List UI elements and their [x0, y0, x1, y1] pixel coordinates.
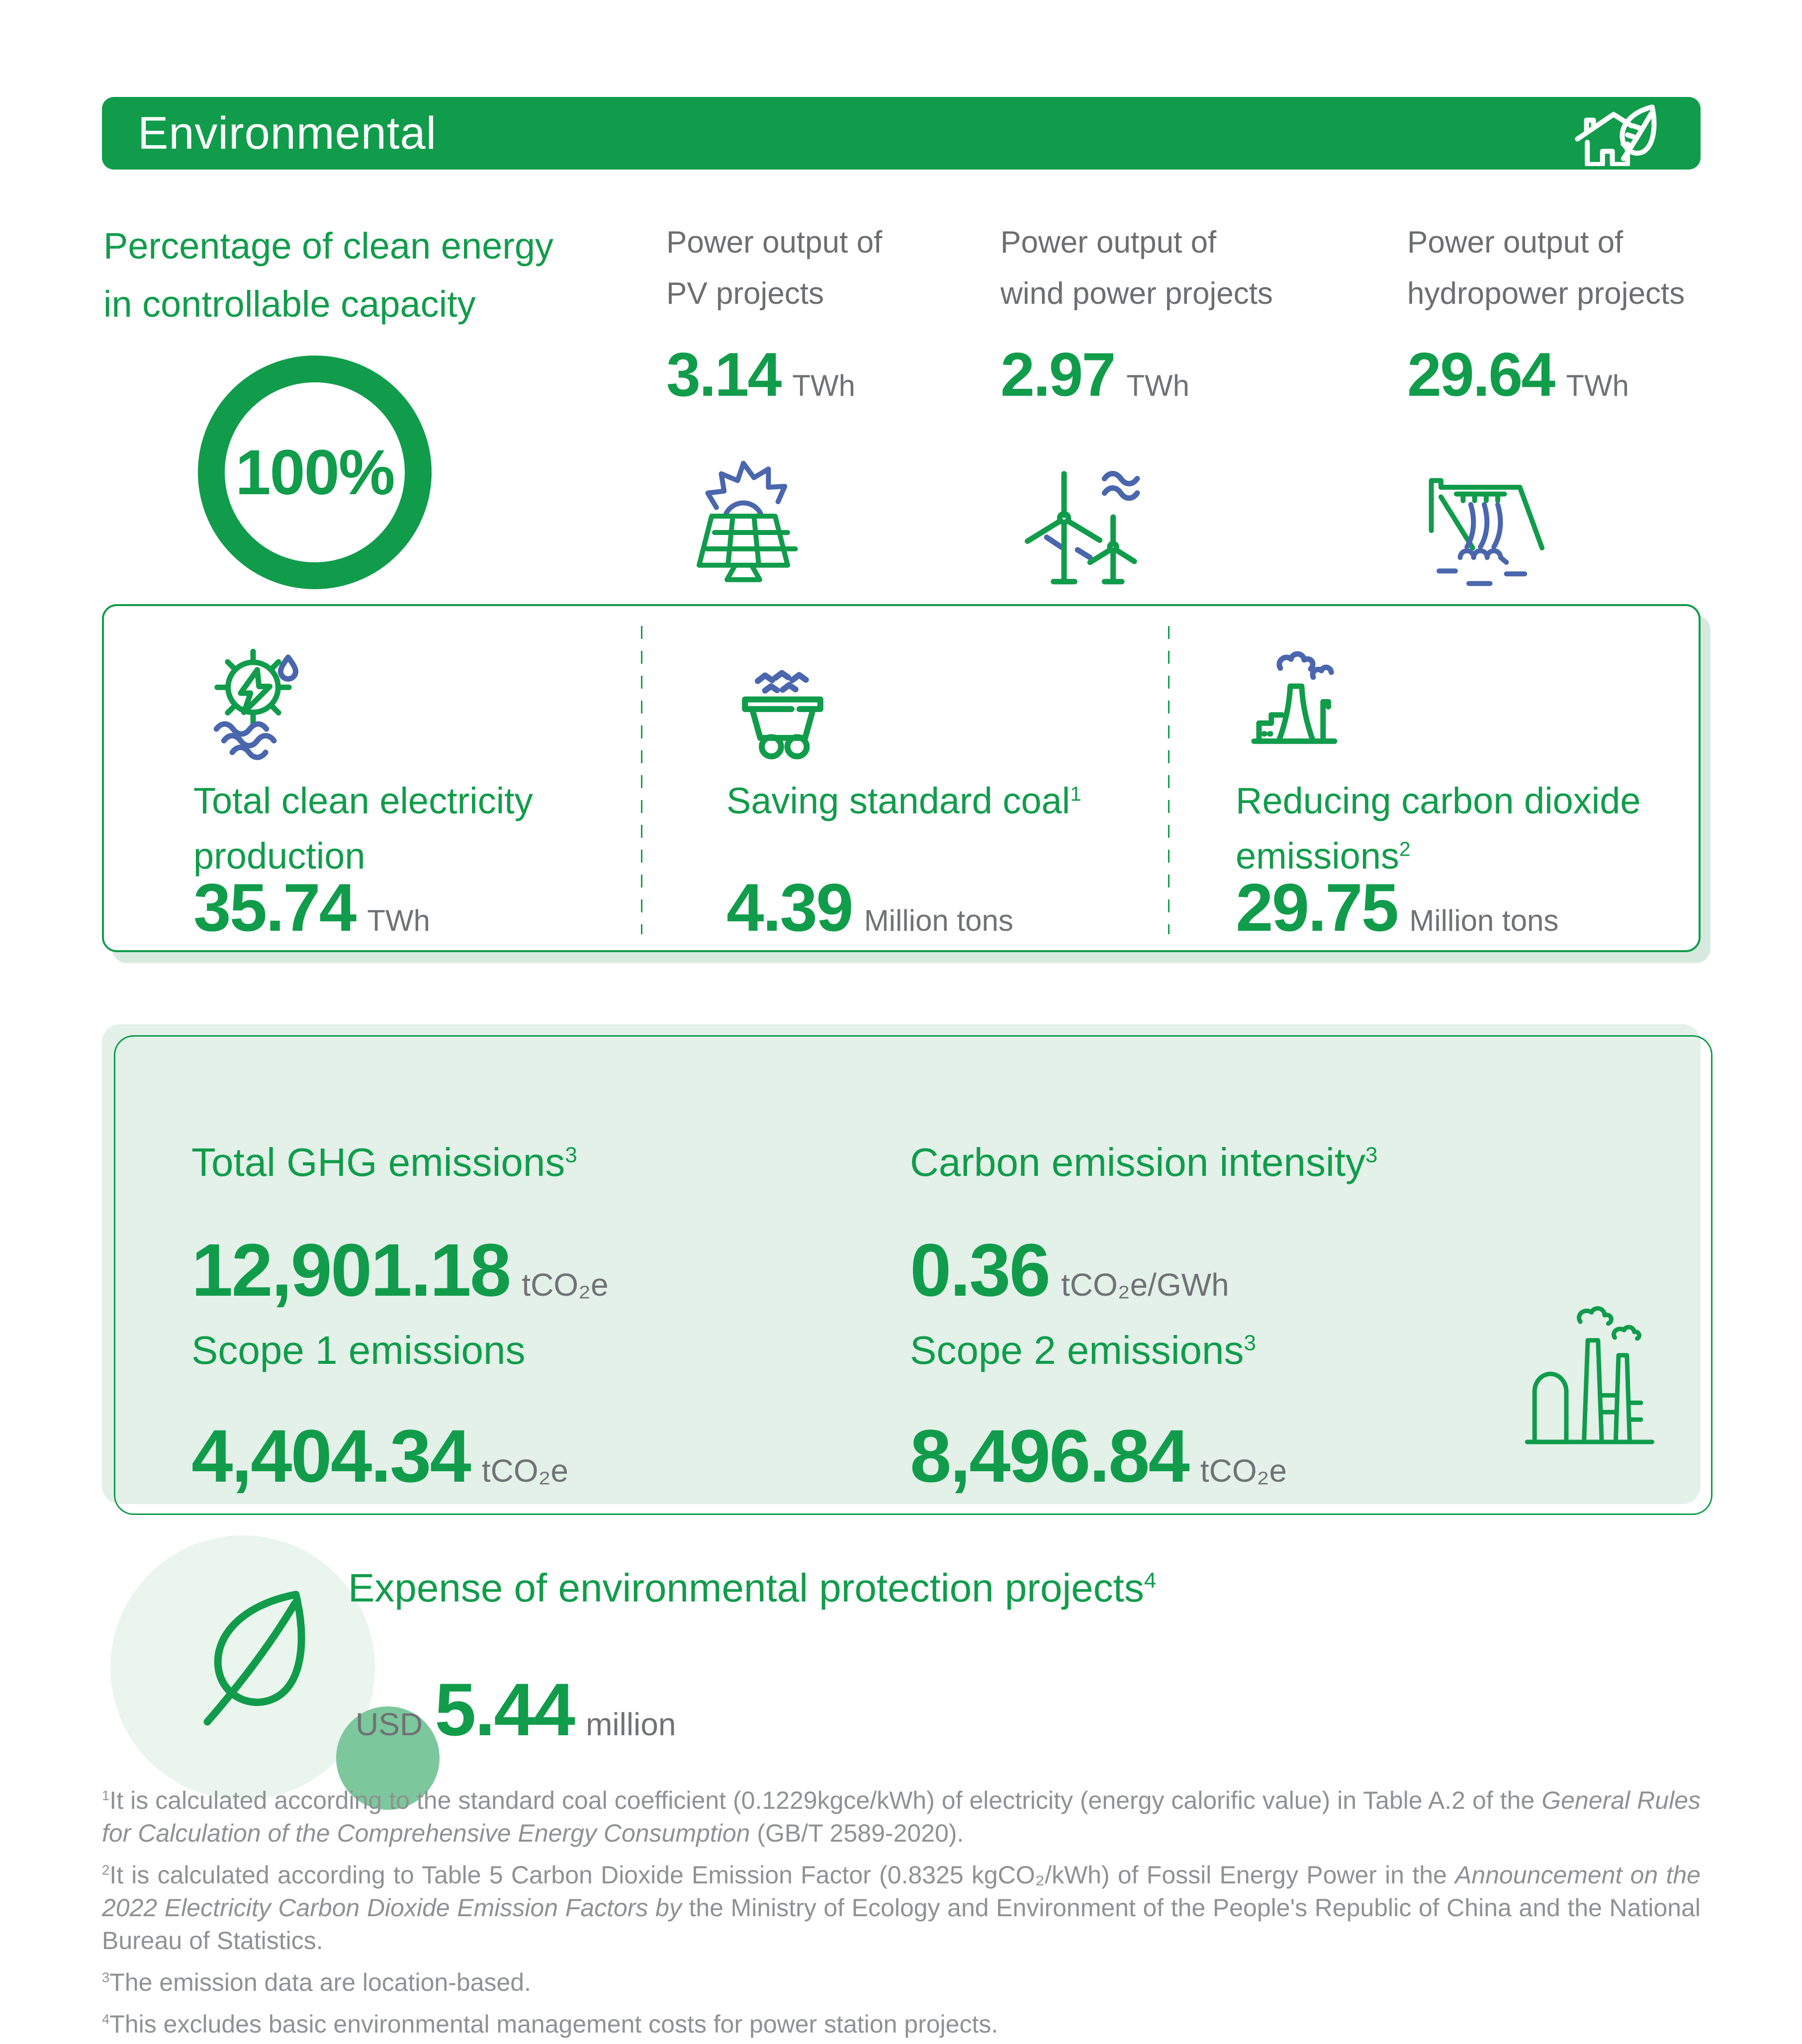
footnotes [102, 1784, 1701, 2044]
carbon-intensity-unit: tCO₂e/GWh [1061, 1267, 1229, 1303]
hydro-dam-icon [1407, 438, 1735, 592]
power-output-pv-unit: TWh [792, 368, 855, 402]
clean-production-value-row [193, 869, 430, 946]
reducing-co2-value-row [1236, 869, 1558, 946]
total-ghg-value-row [191, 1227, 609, 1313]
eco-house-icon [1567, 100, 1665, 166]
page-title: Environmental [138, 107, 437, 159]
power-output-pv-label: Power output of PV projects [666, 225, 883, 311]
power-output-hydro-value: 29.64 [1407, 340, 1554, 409]
total-ghg-value: 12,901.18 [191, 1228, 510, 1312]
expense-currency: USD [356, 1706, 423, 1742]
reducing-co2-unit: Million tons [1409, 904, 1559, 937]
expense-title: Expense of environmental protection projects$^4$ [348, 1566, 1157, 1610]
power-output-pv-value-row [666, 340, 994, 410]
scope1-value-row [191, 1413, 568, 1499]
expense-unit: million [586, 1706, 676, 1742]
saving-coal-label: Saving standard coal$^1$ [726, 780, 1081, 821]
clean-energy-value: 100% [235, 437, 394, 508]
power-output-pv-value: 3.14 [666, 340, 781, 409]
factory-chimneys-icon [1514, 1254, 1663, 1453]
saving-coal-value: 4.39 [726, 870, 852, 945]
water-turbine-icon [188, 634, 318, 763]
footnote: $^1$It is calculated according to the standard coal coefficient (0.1229kgce/kWh) of electricity (energy calorific value) in Table A.2 of the General Rules for Calculation of the Comprehensive Energy Consumption (GB/T 2589-2020). [102, 1786, 1701, 1847]
clean-energy-ring [198, 355, 432, 589]
scope1-unit: tCO₂e [481, 1453, 569, 1489]
clean-energy-title [103, 217, 626, 334]
reducing-co2-value: 29.75 [1236, 870, 1398, 945]
carbon-intensity-value-row [910, 1227, 1229, 1313]
scope2-unit: tCO₂e [1200, 1453, 1287, 1489]
scope1-label: Scope 1 emissions [191, 1328, 526, 1372]
clean-production-value: 35.74 [193, 870, 356, 945]
clean-production-label: Total clean electricity production [193, 780, 533, 877]
scope2-value: 8,496.84 [910, 1414, 1188, 1498]
saving-coal-value-row [726, 869, 1013, 946]
section-header-bar [102, 97, 1701, 170]
power-output-wind-unit: TWh [1126, 368, 1189, 402]
power-output-pv [666, 217, 994, 592]
clean-energy-title-line1: Percentage of clean energy [103, 225, 554, 267]
ghg-emissions-box [102, 1024, 1701, 1504]
solar-panel-icon [666, 438, 994, 592]
clean-production-box [102, 604, 1701, 952]
expense-value-row [356, 1667, 676, 1753]
carbon-intensity-value: 0.36 [910, 1228, 1049, 1312]
divider [641, 626, 642, 934]
power-output-hydro [1407, 217, 1735, 592]
power-output-wind-value-row [1000, 340, 1329, 410]
total-ghg-unit: tCO₂e [522, 1267, 609, 1303]
scope1-value: 4,404.34 [191, 1414, 470, 1498]
expense-value: 5.44 [435, 1668, 574, 1751]
footnote: $^2$It is calculated according to Table 5 Carbon Dioxide Emission Factor (0.8325 kgCO₂/kWh) of Fossil Energy Power in the Announcement on the 2022 Electricity Carbon Dioxide Emission Factors by the Ministry of Ecology and Environment of the People's Republic of China and the National Bureau of Statistics. [102, 1861, 1701, 1955]
scope2-value-row [910, 1413, 1287, 1499]
power-plant-icon [1231, 637, 1358, 764]
wind-turbine-icon [1000, 438, 1329, 592]
power-output-wind-value: 2.97 [1000, 340, 1115, 409]
coal-cart-icon [721, 641, 845, 765]
carbon-intensity-label: Carbon emission intensity$^3$ [910, 1140, 1378, 1184]
power-output-hydro-unit: TWh [1566, 368, 1629, 402]
power-output-hydro-value-row [1407, 340, 1735, 410]
power-output-hydro-label: Power output of hydropower projects [1407, 225, 1685, 311]
total-ghg-label: Total GHG emissions$^3$ [191, 1140, 577, 1184]
clean-production-unit: TWh [367, 904, 430, 937]
power-output-wind-label: Power output of wind power projects [1000, 225, 1273, 311]
power-output-wind [1000, 217, 1329, 592]
leaf-icon [147, 1564, 341, 1758]
footnote: $^3$The emission data are location-based. [102, 1968, 532, 1996]
scope2-label: Scope 2 emissions$^3$ [910, 1328, 1256, 1372]
clean-energy-title-line2: in controllable capacity [103, 283, 476, 325]
footnote: $^4$This excludes basic environmental management costs for power station projects. [102, 2010, 998, 2038]
reducing-co2-label: Reducing carbon dioxide emissions$^2$ [1236, 780, 1641, 877]
saving-coal-unit: Million tons [864, 904, 1013, 937]
